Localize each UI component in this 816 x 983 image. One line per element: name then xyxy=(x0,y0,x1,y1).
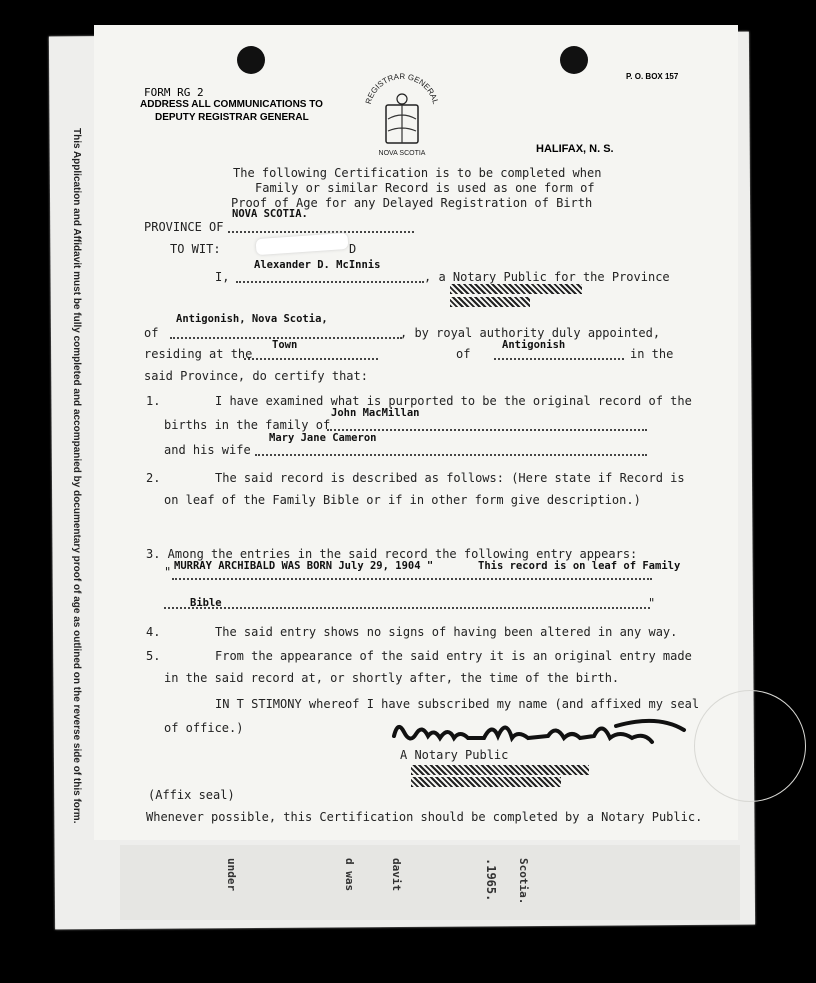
form-number: FORM RG 2 xyxy=(144,86,204,99)
residing-value: Town xyxy=(272,339,298,351)
notary-title: A Notary Public xyxy=(400,748,509,762)
town-value: Antigonish xyxy=(502,339,566,351)
of-label-2: of xyxy=(456,347,471,361)
to-wit-suffix: D xyxy=(349,242,357,256)
punch-hole-left xyxy=(237,46,265,74)
entry-continued: Bible xyxy=(190,597,222,609)
intro-line-3: Proof of Age for any Delayed Registration of Birth xyxy=(231,196,593,210)
redacted-jurisdiction-2 xyxy=(450,297,530,307)
family-name: John MacMillan xyxy=(331,407,420,419)
registrar-crest xyxy=(362,67,442,162)
entry-close-quote: " xyxy=(648,596,656,610)
entry-open-quote: " xyxy=(164,565,172,579)
item-4-text: The said entry shows no signs of having been altered in any way. xyxy=(215,625,678,639)
item-2-number: 2. xyxy=(146,471,161,485)
po-box: P. O. BOX 157 xyxy=(626,72,679,81)
notary-signature xyxy=(388,708,688,752)
address-line-2: DEPUTY REGISTRAR GENERAL xyxy=(155,112,309,123)
svg-text:REGISTRAR GENERAL: REGISTRAR GENERAL xyxy=(363,71,441,106)
affix-seal: (Affix seal) xyxy=(148,788,235,802)
item-2-text-2: on leaf of the Family Bible or if in other form give description.) xyxy=(164,493,641,507)
province-label: PROVINCE OF xyxy=(144,220,224,234)
redacted-jurisdiction-4 xyxy=(411,777,561,787)
entry-note: This record is on leaf of Family xyxy=(478,560,681,572)
address-line-1: ADDRESS ALL COMMUNICATIONS TO xyxy=(140,99,323,110)
item-1-family-label: births in the family of xyxy=(164,418,331,432)
to-wit-erased xyxy=(256,233,349,255)
certification-form xyxy=(94,25,738,840)
intro-line-1: The following Certification is to be completed when xyxy=(233,166,602,180)
notary-role: , a Notary Public for the Province xyxy=(424,270,670,284)
testimony-line-1: IN T STIMONY whereof I have subscribed my name (and affixed my seal xyxy=(215,697,700,711)
to-wit-label: TO WIT: xyxy=(170,242,221,256)
embossed-seal xyxy=(694,690,806,802)
province-certify-line: said Province, do certify that: xyxy=(144,369,368,383)
item-5-number: 5. xyxy=(146,649,161,663)
authority-text: , by royal authority duly appointed, xyxy=(400,326,661,340)
footer-note: Whenever possible, this Certification should be completed by a Notary Public. xyxy=(146,810,703,824)
city: HALIFAX, N. S. xyxy=(536,143,614,155)
residing-label: residing at the xyxy=(144,347,253,361)
of-label: of xyxy=(144,326,159,340)
entry-birth: MURRAY ARCHIBALD WAS BORN July 29, 1904 " xyxy=(174,560,434,572)
province-value: NOVA SCOTIA. xyxy=(232,208,308,220)
testimony-line-2: of office.) xyxy=(164,721,244,735)
item-5-text-2: in the said record at, or shortly after, the time of the birth. xyxy=(164,671,620,685)
underlying-form-strip xyxy=(120,845,740,920)
item-5-text: From the appearance of the said entry it is an original entry made xyxy=(215,649,692,663)
notary-place: Antigonish, Nova Scotia, xyxy=(176,313,328,325)
item-2-text: The said record is described as follows: (Here state if Record is xyxy=(215,471,685,485)
redacted-jurisdiction-3 xyxy=(411,765,589,775)
item-3-text: 3. Among the entries in the said record the following entry appears: xyxy=(146,547,638,561)
crest-emblem-icon xyxy=(362,67,442,162)
redacted-jurisdiction-1 xyxy=(450,284,582,294)
side-instruction: This Application and Affidavit must be fully completed and accompanied by documentary proof of age as outlined on the reverse side of this form. xyxy=(71,128,82,824)
item-1-text: I have examined what is purported to be the original record of the xyxy=(215,394,692,408)
notary-name: Alexander D. McInnis xyxy=(254,259,381,271)
notary-prefix: I, xyxy=(215,270,230,284)
punch-hole-right xyxy=(560,46,588,74)
item-1-wife-label: and his wife xyxy=(164,443,251,457)
intro-line-2: Family or similar Record is used as one form of xyxy=(255,181,595,195)
wife-name: Mary Jane Cameron xyxy=(269,432,377,444)
item-4-number: 4. xyxy=(146,625,161,639)
svg-text:NOVA SCOTIA: NOVA SCOTIA xyxy=(378,150,426,157)
in-the-label: in the xyxy=(630,347,674,361)
item-1-number: 1. xyxy=(146,394,161,408)
